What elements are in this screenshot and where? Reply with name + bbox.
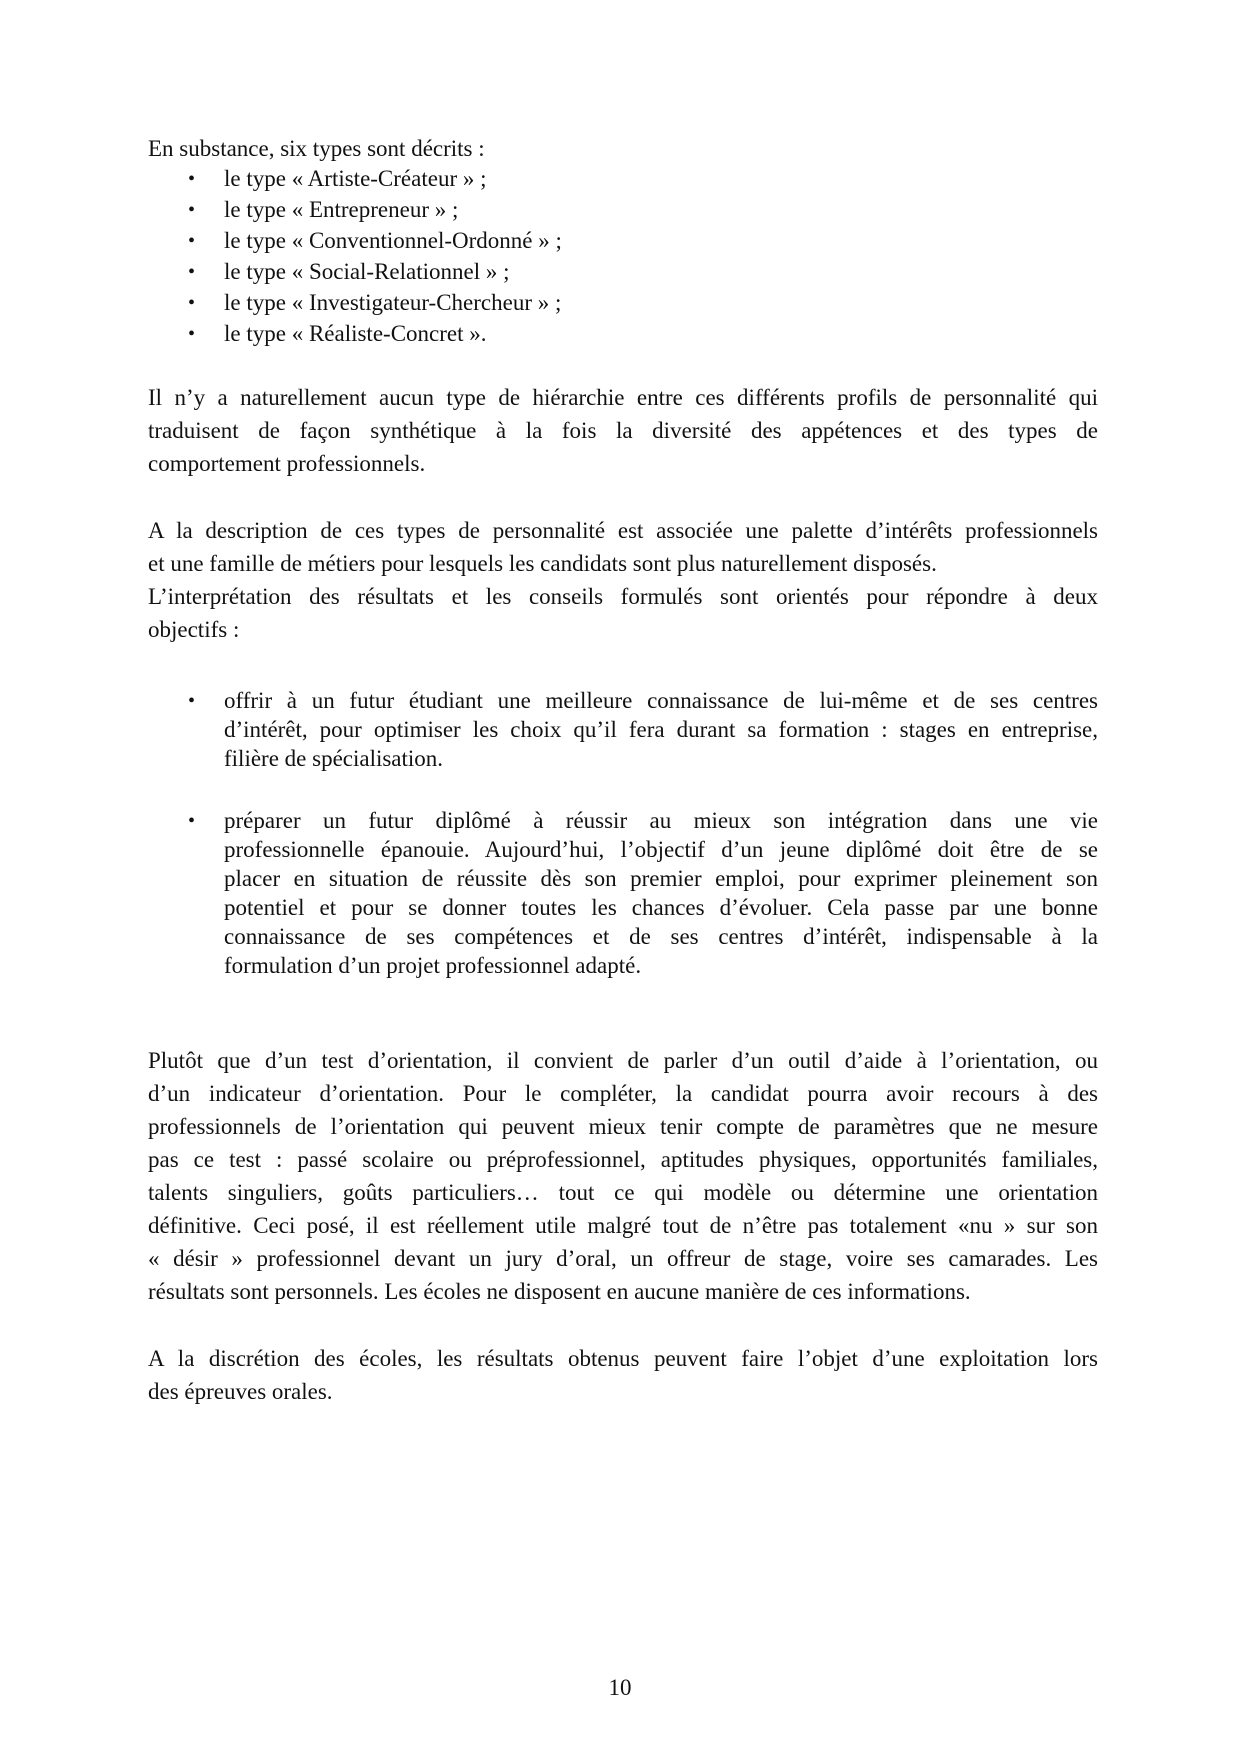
bullet-icon: • (188, 168, 196, 190)
objective-line: filière de spécialisation. (224, 746, 444, 771)
objective-line: d’intérêt, pour optimiser les choix qu’il fera durant sa formation : stages en entreprise, (224, 717, 1098, 742)
paragraph-line: objectifs : (148, 617, 240, 642)
type-item: le type « Social-Relationnel » ; (224, 259, 510, 284)
paragraph-line: des épreuves orales. (148, 1379, 333, 1404)
bullet-icon: • (188, 810, 196, 832)
paragraph-line: professionnels de l’orientation qui peuvent mieux tenir compte de paramètres que ne mesure (148, 1114, 1098, 1139)
bullet-icon: • (188, 323, 196, 345)
intro-line: En substance, six types sont décrits : (148, 136, 485, 161)
objective-line: connaissance de ses compétences et de ses centres d’intérêt, indispensable à la (224, 924, 1098, 949)
paragraph-line: L’interprétation des résultats et les conseils formulés sont orientés pour répondre à deux (148, 584, 1098, 609)
type-item: le type « Réaliste-Concret ». (224, 321, 487, 346)
objective-line: formulation d’un projet professionnel adapté. (224, 953, 642, 978)
paragraph-line: résultats sont personnels. Les écoles ne disposent en aucune manière de ces informations. (148, 1279, 971, 1304)
type-item: le type « Artiste-Créateur » ; (224, 166, 487, 191)
paragraph-line: et une famille de métiers pour lesquels les candidats sont plus naturellement disposés. (148, 551, 937, 576)
bullet-icon: • (188, 261, 196, 283)
paragraph-line: pas ce test : passé scolaire ou préprofessionnel, aptitudes physiques, opportunités familiales, (148, 1147, 1098, 1172)
paragraph-line: A la description de ces types de personnalité est associée une palette d’intérêts professionnels (148, 518, 1098, 543)
objective-line: préparer un futur diplômé à réussir au mieux son intégration dans une vie (224, 808, 1098, 833)
objective-line: potentiel et pour se donner toutes les chances d’évoluer. Cela passe par une bonne (224, 895, 1098, 920)
objective-line: offrir à un futur étudiant une meilleure connaissance de lui-même et de ses centres (224, 688, 1098, 713)
paragraph-line: Plutôt que d’un test d’orientation, il convient de parler d’un outil d’aide à l’orientation, ou (148, 1048, 1098, 1073)
paragraph-line: traduisent de façon synthétique à la fois la diversité des appétences et des types de (148, 418, 1098, 443)
type-item: le type « Investigateur-Chercheur » ; (224, 290, 562, 315)
type-item: le type « Conventionnel-Ordonné » ; (224, 228, 562, 253)
paragraph-line: comportement professionnels. (148, 451, 426, 476)
objective-line: placer en situation de réussite dès son premier emploi, pour exprimer pleinement son (224, 866, 1098, 891)
bullet-icon: • (188, 292, 196, 314)
objective-line: professionnelle épanouie. Aujourd’hui, l’objectif d’un jeune diplômé doit être de se (224, 837, 1098, 862)
bullet-icon: • (188, 230, 196, 252)
bullet-icon: • (188, 690, 196, 712)
type-item: le type « Entrepreneur » ; (224, 197, 459, 222)
paragraph-line: talents singuliers, goûts particuliers… tout ce qui modèle ou détermine une orientation (148, 1180, 1098, 1205)
paragraph-line: A la discrétion des écoles, les résultats obtenus peuvent faire l’objet d’une exploitation lors (148, 1346, 1098, 1371)
paragraph-line: définitive. Ceci posé, il est réellement utile malgré tout de n’être pas totalement «nu » sur son (148, 1213, 1098, 1238)
paragraph-line: Il n’y a naturellement aucun type de hiérarchie entre ces différents profils de personnalité qui (148, 385, 1098, 410)
paragraph-line: d’un indicateur d’orientation. Pour le compléter, la candidat pourra avoir recours à des (148, 1081, 1098, 1106)
page-number: 10 (608, 1675, 632, 1700)
paragraph-line: « désir » professionnel devant un jury d’oral, un offreur de stage, voire ses camarades. Les (148, 1246, 1098, 1271)
bullet-icon: • (188, 199, 196, 221)
